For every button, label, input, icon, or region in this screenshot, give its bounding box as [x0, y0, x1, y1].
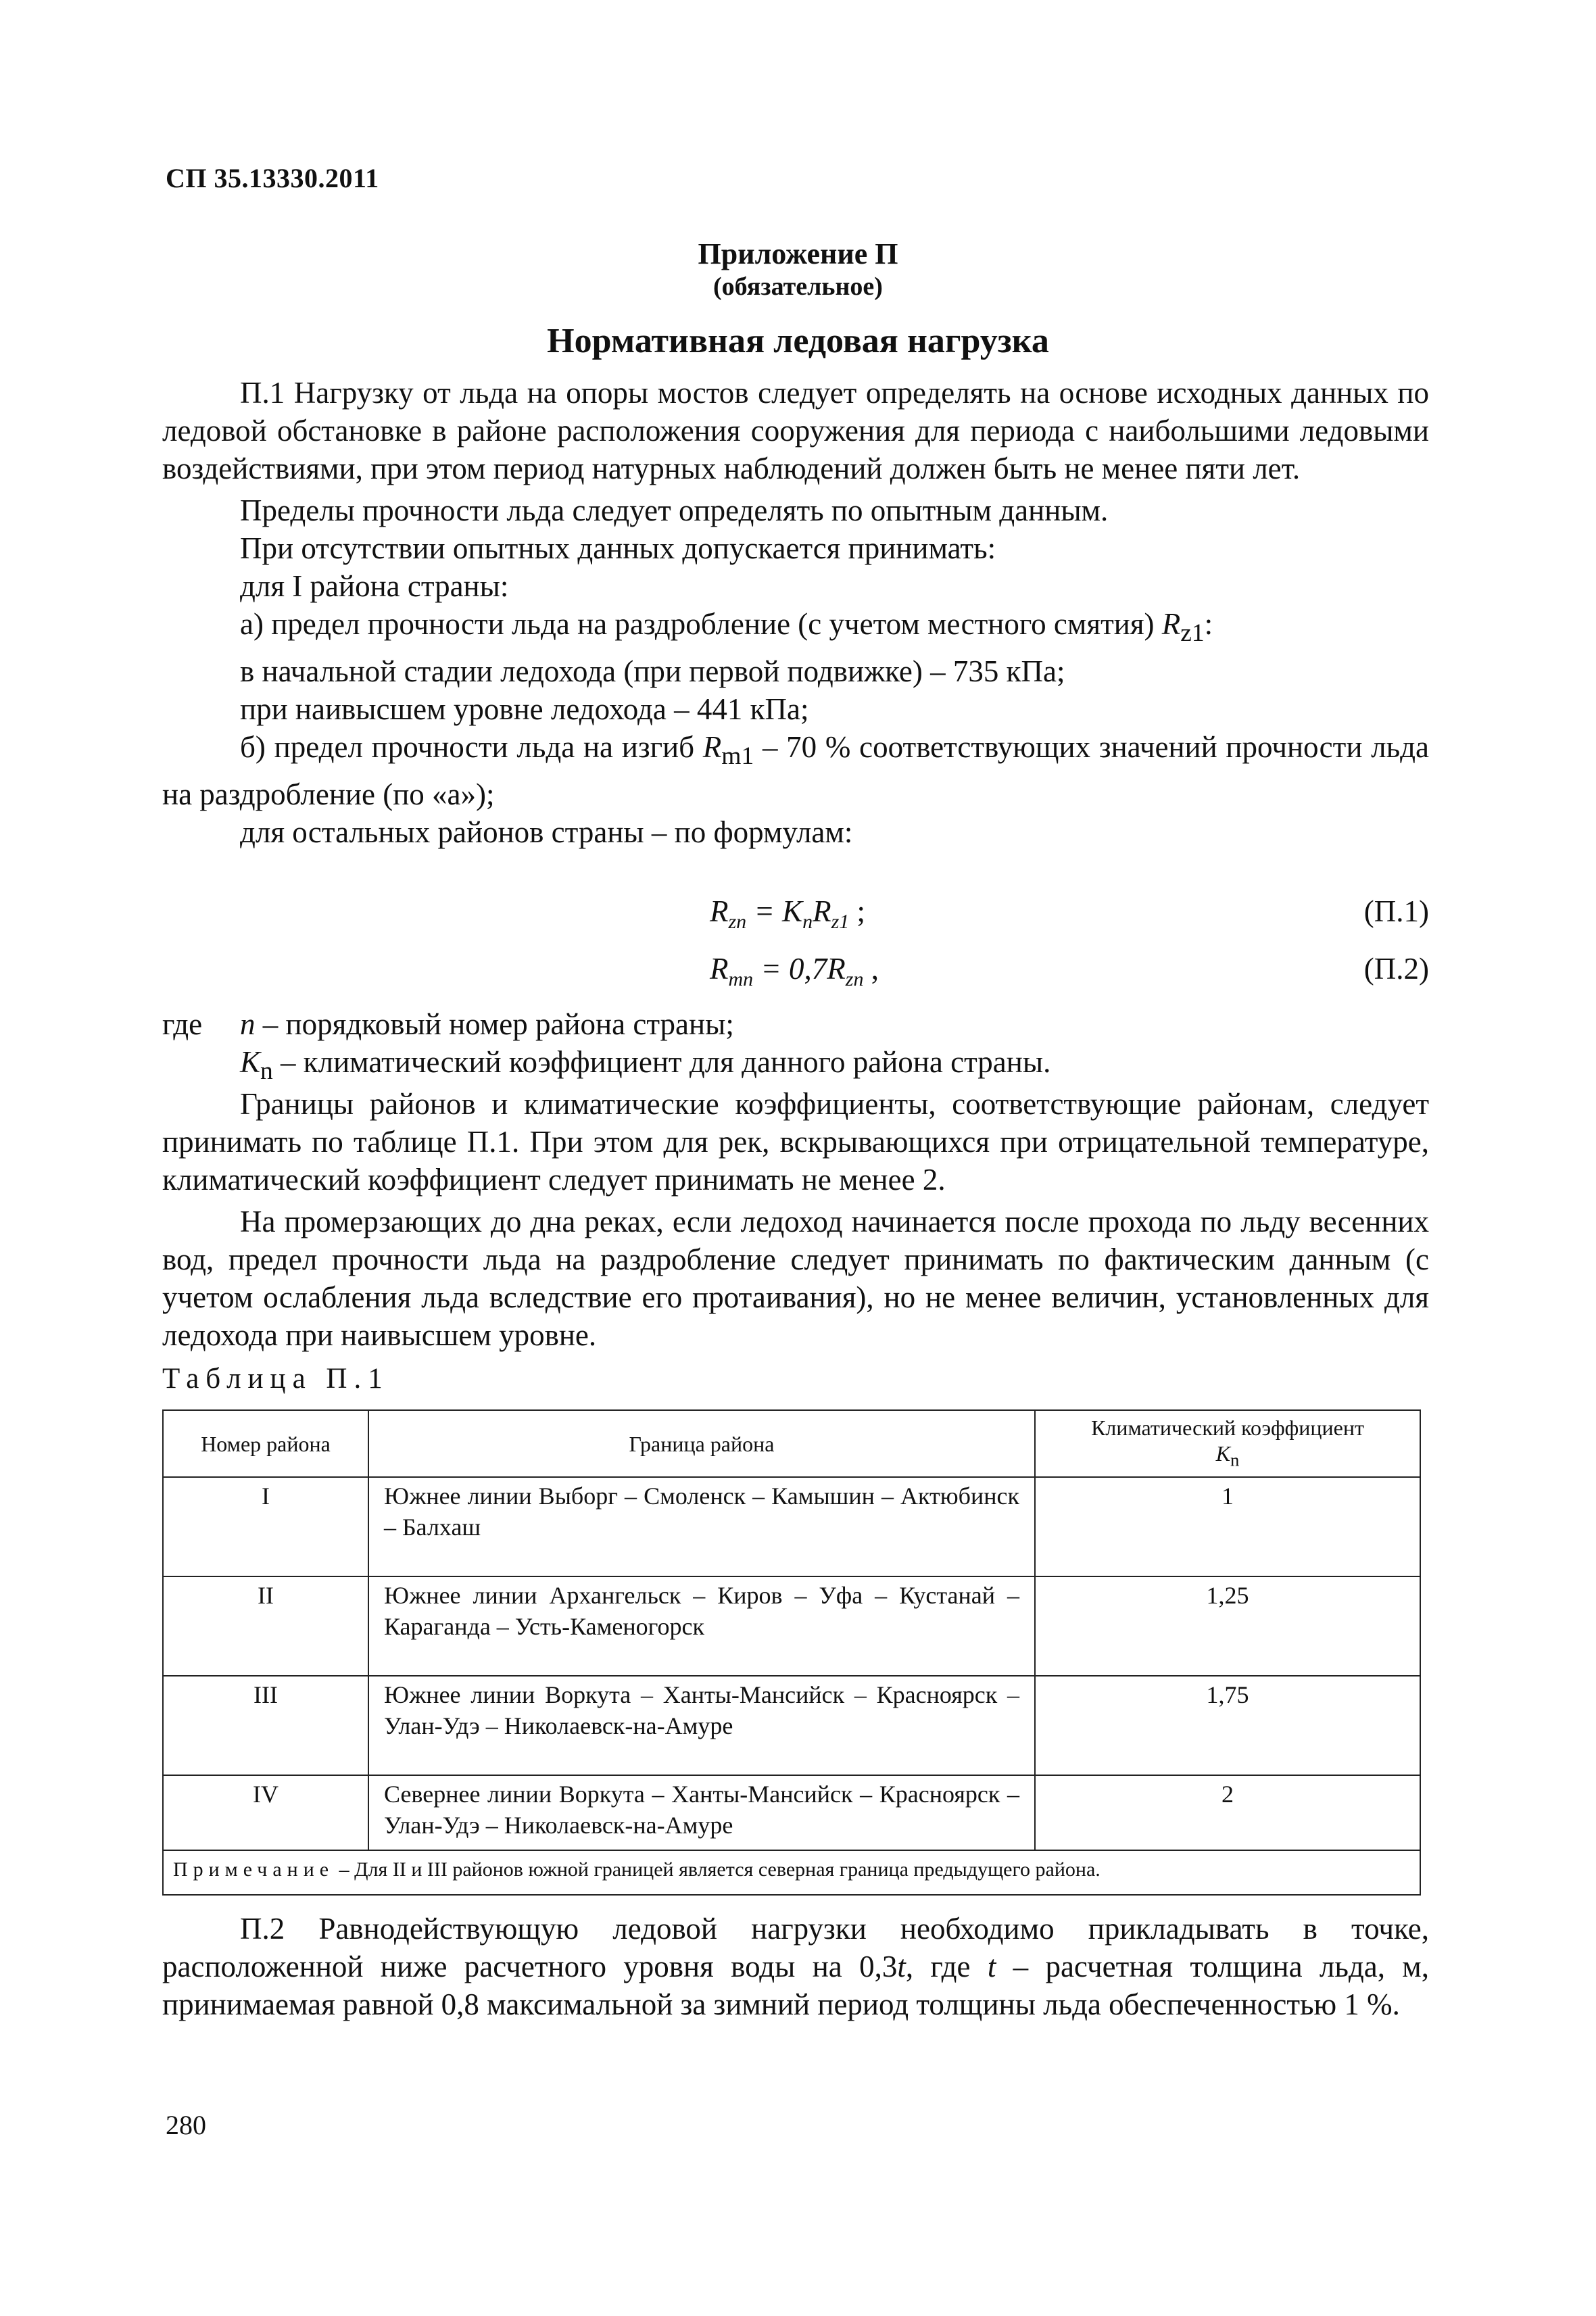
table-row	[163, 1775, 1420, 1850]
formula-expression: $R_{mn} = 0,7R_{zn}$ ,	[710, 952, 879, 990]
table-caption: Таблица П.1	[162, 1363, 389, 1395]
table-row	[163, 1477, 1420, 1576]
paragraph-bend-strength	[162, 728, 1429, 813]
paragraph-p2: П.2 Равнодействующую ледовой нагрузки необходимо прикладывать в точке, расположенной ниже расчетного уровня воды на 0,3t, где t – расчетная толщина льда, м, принимаемая равной 0,8 максимальной за зимний период толщины льда обеспеченностью 1 %.	[162, 1912, 1429, 2021]
section-heading: Нормативная ледовая нагрузка	[547, 322, 1049, 360]
appendix-status: (обязательное)	[713, 272, 883, 301]
symbol: R	[1161, 607, 1181, 641]
document-code: СП 35.13330.2011	[166, 163, 379, 193]
table-row	[163, 1676, 1420, 1775]
where-k: $K_n$ – климатический коэффициент для данного района страны.	[240, 1045, 1051, 1085]
table-note-row	[163, 1850, 1420, 1895]
body-block-2	[162, 1085, 1429, 1354]
symbol: R	[702, 730, 722, 764]
header-region-number: Номер района	[163, 1410, 368, 1477]
cell-region-number: I	[163, 1477, 368, 1576]
paragraph-no-data: При отсутствии опытных данных допускается принимать:	[240, 531, 996, 565]
paragraph-p1: П.1 Нагрузку от льда на опоры мостов следует определять на основе исходных данных по ледовой обстановке в районе расположения сооружения для периода с наибольшими ледовыми воздействиями, при этом период натурных наблюдений должен быть не менее пяти лет.	[162, 376, 1429, 485]
where-block	[162, 1005, 1429, 1090]
note-label: Примечание	[173, 1858, 335, 1881]
subscript: z1	[1180, 619, 1205, 647]
cell-region-border: Севернее линии Воркута – Ханты-Мансийск – Красноярск – Улан-Удэ – Николаевск-на-Амуре	[368, 1775, 1035, 1850]
formula-number: (П.2)	[1363, 952, 1429, 986]
cell-coefficient: 1,25	[1035, 1576, 1420, 1676]
paragraph-strength: Пределы прочности льда следует определять по опытным данным.	[240, 493, 1109, 527]
paragraph-highest-level: при наивысшем уровне ледохода – 441 кПа;	[240, 692, 809, 726]
cell-region-number: II	[163, 1576, 368, 1676]
text-span: а) предел прочности льда на раздробление (с учетом местного смятия)	[240, 607, 1162, 641]
table-header-row	[163, 1410, 1420, 1477]
page-number: 280	[166, 2110, 206, 2140]
paragraph-crush-strength	[162, 605, 1429, 652]
paragraph-boundaries: Границы районов и климатические коэффициенты, соответствующие районам, следует принимать по таблице П.1. При этом для рек, вскрывающихся при отрицательной температуре, климатический коэффициент следует принимать не менее 2.	[162, 1087, 1429, 1197]
body-block-1	[162, 374, 1429, 851]
formula-p2	[162, 950, 1429, 988]
paragraph-freezing-rivers: На промерзающих до дна реках, если ледоход начинается после прохода по льду весенних вод, предел прочности льда на раздробление следует принимать по фактическим данным (с учетом ослабления льда вследствие его протаивания), но не менее величин, установленных для ледохода при наивысшем уровне.	[162, 1205, 1429, 1352]
cell-region-border: Южнее линии Архангельск – Киров – Уфа – Кустанай – Караганда – Усть-Каменогорск	[368, 1576, 1035, 1676]
cell-coefficient: 2	[1035, 1775, 1420, 1850]
where-label: где	[162, 1007, 203, 1041]
cell-coefficient: 1	[1035, 1477, 1420, 1576]
appendix-title: Приложение П	[698, 237, 898, 270]
formula-number: (П.1)	[1363, 894, 1429, 928]
formula-p1	[162, 892, 1429, 933]
text-span: б) предел прочности льда на изгиб	[240, 730, 703, 764]
cell-region-border: Южнее линии Выборг – Смоленск – Камышин – Актюбинск – Балхаш	[368, 1477, 1035, 1576]
table-row	[163, 1576, 1420, 1676]
table-note	[163, 1850, 1420, 1895]
cell-region-border: Южнее линии Воркута – Ханты-Мансийск – Красноярск – Улан-Удэ – Николаевск-на-Амуре	[368, 1676, 1035, 1775]
cell-coefficient: 1,75	[1035, 1676, 1420, 1775]
regions-table	[162, 1409, 1421, 1896]
text-span: – 70 % соответствующих значений прочности льда на раздробление (по «а»);	[162, 730, 1429, 811]
paragraph-initial-stage: в начальной стадии ледохода (при первой подвижке) – 735 кПа;	[240, 654, 1065, 688]
header-region-border: Граница района	[368, 1410, 1035, 1477]
cell-region-number: III	[163, 1676, 368, 1775]
note-text: – Для II и III районов южной границей является северная граница предыдущего района.	[339, 1858, 1101, 1881]
header-coefficient: Климатический коэффициент $K_n$	[1035, 1410, 1420, 1477]
body-block-3	[162, 1910, 1429, 2023]
subscript: m1	[721, 742, 754, 770]
cell-region-number: IV	[163, 1775, 368, 1850]
formula-expression: $R_{zn} = K_nR_{z1}$ ;	[710, 894, 866, 933]
paragraph-other-regions: для остальных районов страны – по формулам:	[240, 815, 853, 849]
text-span: :	[1204, 607, 1213, 641]
where-n: где n – порядковый номер района страны;	[162, 1005, 1429, 1043]
paragraph-region-1: для I района страны:	[240, 569, 509, 603]
